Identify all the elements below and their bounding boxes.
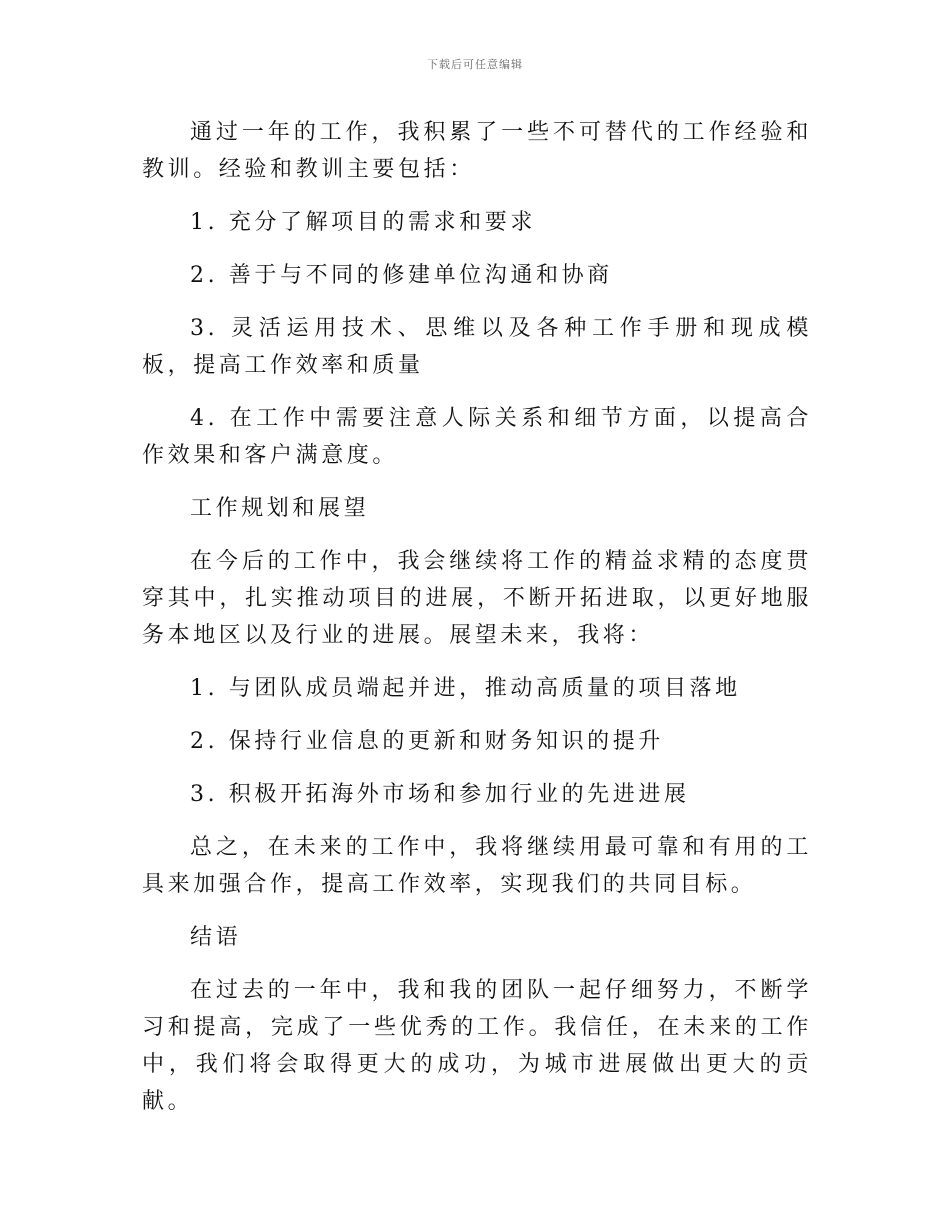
list-item: 3. 灵活运用技术、思维以及各种工作手册和现成模板，提高工作效率和质量 xyxy=(142,316,812,378)
paragraph-outlook: 在今后的工作中，我会继续将工作的精益求精的态度贯穿其中，扎实推动项目的进展，不断开拓进取，以更好地服务本地区以及行业的进展。展望未来，我将： xyxy=(142,549,812,648)
header-note: 下载后可任意编辑 xyxy=(427,58,523,71)
list-item: 2. 善于与不同的修建单位沟通和协商 xyxy=(190,263,613,288)
list-item: 4. 在工作中需要注意人际关系和细节方面，以提高合作效果和客户满意度。 xyxy=(142,406,812,468)
paragraph-conclusion: 在过去的一年中，我和我的团队一起仔细努力，不断学习和提高，完成了一些优秀的工作。我信任，在未来的工作中，我们将会取得更大的成功，为城市进展做出更大的贡献。 xyxy=(142,978,812,1114)
list-item: 2. 保持行业信息的更新和财务知识的提升 xyxy=(190,729,664,754)
paragraph-intro: 通过一年的工作，我积累了一些不可替代的工作经验和教训。经验和教训主要包括： xyxy=(142,120,812,182)
list-item: 1. 充分了解项目的需求和要求 xyxy=(190,210,536,235)
list-item: 1. 与团队成员端起并进，推动高质量的项目落地 xyxy=(190,676,741,701)
list-item: 3. 积极开拓海外市场和参加行业的先进进展 xyxy=(190,782,690,807)
document-body xyxy=(142,114,812,1136)
section-heading: 工作规划和展望 xyxy=(190,496,370,521)
paragraph-summary: 总之，在未来的工作中，我将继续用最可靠和有用的工具来加强合作，提高工作效率，实现我们的共同目标。 xyxy=(142,835,812,897)
section-heading: 结语 xyxy=(190,925,242,950)
